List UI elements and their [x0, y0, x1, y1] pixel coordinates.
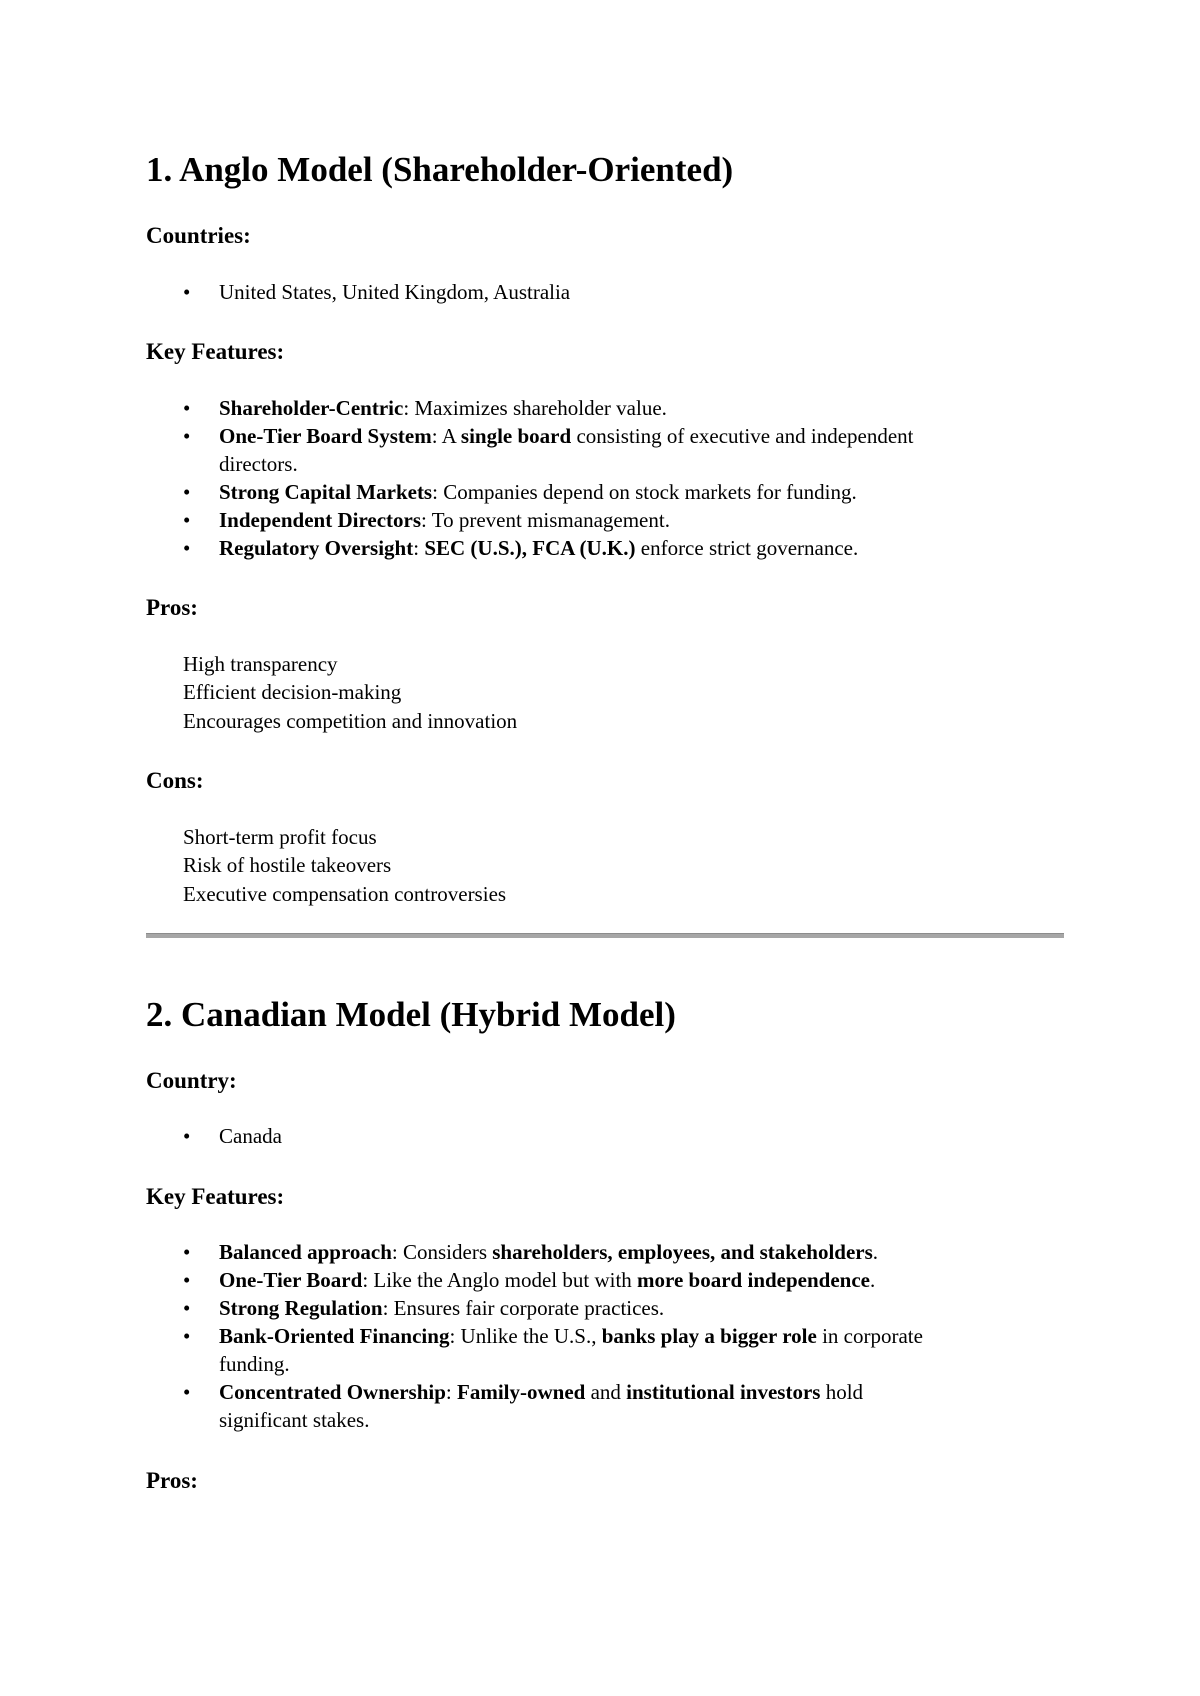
bullet-icon: • [183, 1324, 191, 1348]
feature-item: Concentrated Ownership: Family-owned and institutional investors hold [219, 1380, 864, 1404]
pros-item: High transparency [183, 652, 338, 676]
feature-item-continuation: significant stakes. [219, 1408, 370, 1432]
bullet-icon: • [183, 1296, 191, 1320]
feature-item-continuation: directors. [219, 452, 298, 476]
cons-item: Executive compensation controversies [183, 882, 507, 906]
feature-item: Regulatory Oversight: SEC (U.S.), FCA (U.K.) enforce strict governance. [219, 536, 859, 560]
countries-list-item: United States, United Kingdom, Australia [219, 280, 571, 304]
key-features-heading: Key Features: [146, 1184, 285, 1209]
cons-heading: Cons: [146, 768, 204, 793]
pros-item: Efficient decision-making [183, 680, 402, 704]
cons-item: Risk of hostile takeovers [183, 853, 392, 877]
bullet-icon: • [183, 508, 191, 532]
feature-item: Strong Capital Markets: Companies depend on stock markets for funding. [219, 480, 857, 504]
bullet-icon: • [183, 1380, 191, 1404]
section-2-title: 2. Canadian Model (Hybrid Model) [146, 995, 676, 1034]
pros-heading: Pros: [146, 1468, 198, 1493]
key-features-heading: Key Features: [146, 339, 285, 364]
feature-item: One-Tier Board: Like the Anglo model but with more board independence. [219, 1268, 876, 1292]
bullet-icon: • [183, 396, 191, 420]
horizontal-rule [146, 933, 1064, 938]
bullet-icon: • [183, 424, 191, 448]
bullet-icon: • [183, 480, 191, 504]
bullet-icon: • [183, 1240, 191, 1264]
bullet-icon: • [183, 1124, 191, 1148]
feature-item: Shareholder-Centric: Maximizes shareholder value. [219, 396, 667, 420]
pros-item: Encourages competition and innovation [183, 709, 518, 733]
feature-item: Strong Regulation: Ensures fair corporate practices. [219, 1296, 665, 1320]
bullet-icon: • [183, 280, 191, 304]
country-heading: Country: [146, 1068, 237, 1093]
country-list-item: Canada [219, 1124, 282, 1148]
cons-item: Short-term profit focus [183, 825, 377, 849]
feature-item-continuation: funding. [219, 1352, 290, 1376]
section-1-title: 1. Anglo Model (Shareholder-Oriented) [146, 150, 734, 189]
feature-item: One-Tier Board System: A single board consisting of executive and independent [219, 424, 914, 448]
feature-item: Bank-Oriented Financing: Unlike the U.S., banks play a bigger role in corporate [219, 1324, 923, 1348]
bullet-icon: • [183, 1268, 191, 1292]
feature-item: Balanced approach: Considers shareholders, employees, and stakeholders. [219, 1240, 879, 1264]
pros-heading: Pros: [146, 595, 198, 620]
countries-heading: Countries: [146, 223, 251, 248]
feature-item: Independent Directors: To prevent mismanagement. [219, 508, 670, 532]
bullet-icon: • [183, 536, 191, 560]
